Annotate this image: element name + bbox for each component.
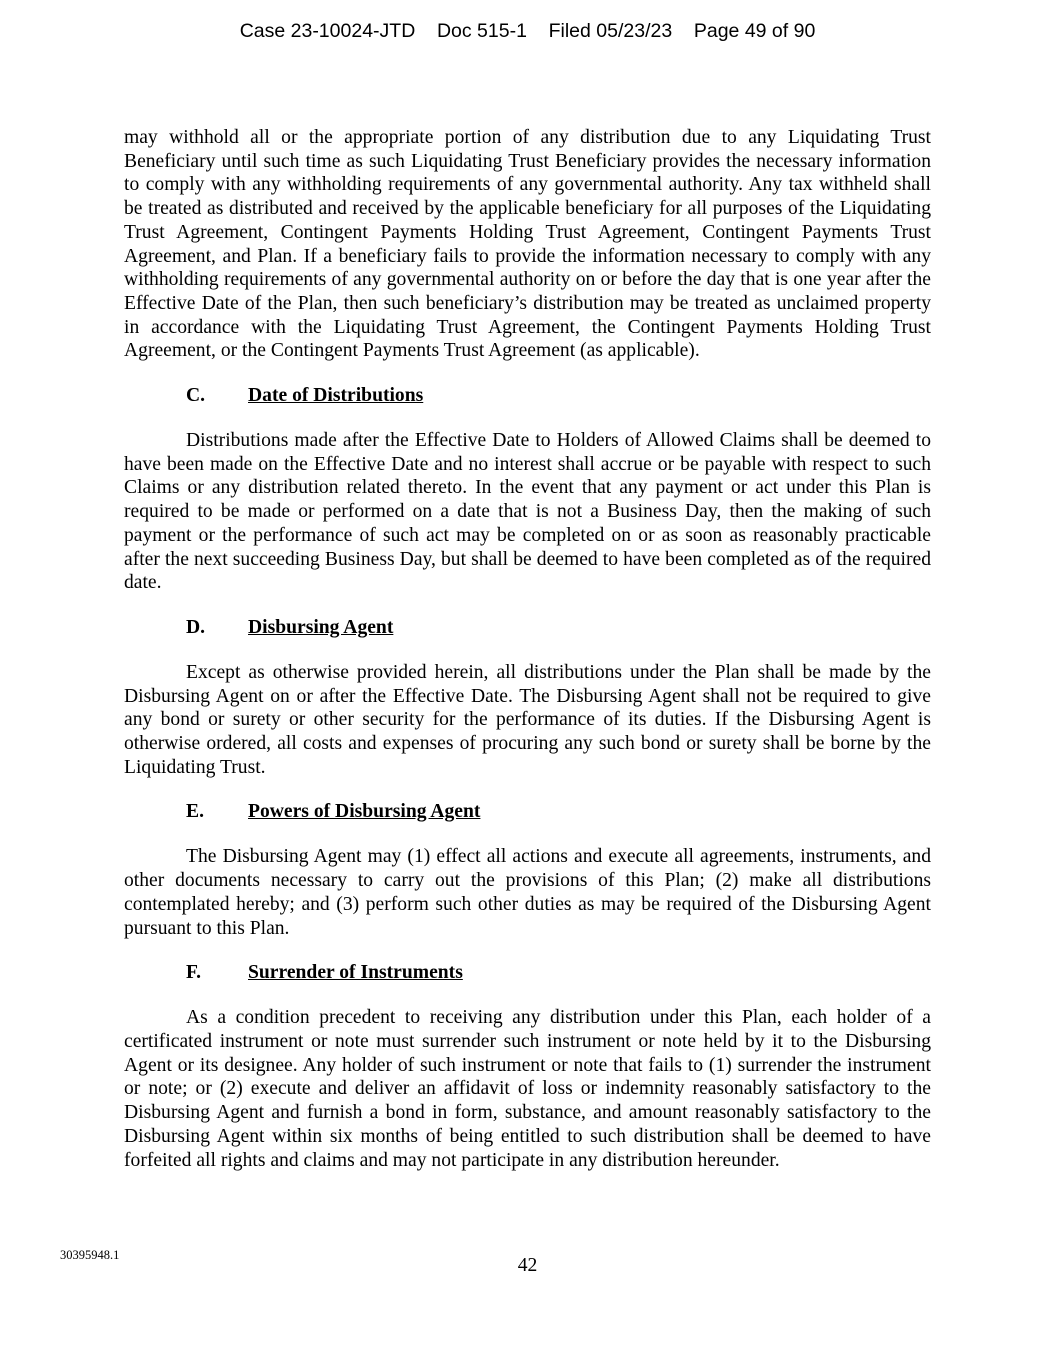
document-id: 30395948.1 bbox=[60, 1248, 120, 1262]
section-title: Disbursing Agent bbox=[248, 616, 394, 638]
section-heading-f bbox=[124, 961, 931, 985]
case-number: Case 23-10024-JTD bbox=[239, 20, 416, 42]
paragraph-date-of-distributions: Distributions made after the Effective Date to Holders of Allowed Claims shall be deemed to have been made on the Effective Date and no interest shall accrue or be payable with respect to such Claims or any distribution related thereto. In the event that any payment or act under this Plan is required to be made or performed on a date that is not a Business Day, then the making of such payment or the performance of such act may be completed on or as soon as reasonably practicable after the next succeeding Business Day, but shall be deemed to have been completed as of the required date. bbox=[124, 430, 931, 594]
section-title: Surrender of Instruments bbox=[248, 962, 463, 984]
section-heading-e bbox=[124, 800, 931, 824]
section-title: Date of Distributions bbox=[248, 385, 424, 407]
page-count: Page 49 of 90 bbox=[693, 20, 816, 42]
section-title: Powers of Disbursing Agent bbox=[248, 801, 481, 823]
page-number: 42 bbox=[517, 1255, 538, 1276]
section-letter: C. bbox=[186, 385, 206, 407]
paragraph-continued: may withhold all or the appropriate portion of any distribution due to any Liquidating Trust Beneficiary until such time as such Liquidating Trust Beneficiary provides the necessary information to comply with any withholding requirements of any governmental authority. Any tax withheld shall be treated as distributed and received by the applicable beneficiary for all purposes of the Liquidating Trust Agreement, Contingent Payments Holding Trust Agreement, Contingent Payments Trust Agreement, and Plan. If a beneficiary fails to provide the information necessary to comply with any withholding requirements of any governmental authority on or before the day that is one year after the Effective Date of the Plan, then such beneficiary’s distribution may be treated as unclaimed property in accordance with the Liquidating Trust Agreement, the Contingent Payments Holding Trust Agreement, or the Contingent Payments Trust Agreement (as applicable). bbox=[124, 127, 931, 362]
doc-number: Doc 515-1 bbox=[436, 20, 527, 42]
filed-date: Filed 05/23/23 bbox=[548, 20, 673, 42]
paragraph-powers-of-disbursing-agent: The Disbursing Agent may (1) effect all actions and execute all agreements, instruments, and other documents necessary to carry out the provisions of this Plan; (2) make all distributions contemplated hereby; and (3) perform such other duties as may be required of the Disbursing Agent pursuant to this Plan. bbox=[124, 846, 931, 939]
section-letter: E. bbox=[186, 801, 204, 823]
section-letter: F. bbox=[186, 962, 202, 984]
section-heading-d bbox=[124, 616, 931, 640]
section-letter: D. bbox=[186, 616, 206, 638]
case-header bbox=[0, 19, 1055, 43]
paragraph-disbursing-agent: Except as otherwise provided herein, all distributions under the Plan shall be made by the Disbursing Agent on or after the Effective Date. The Disbursing Agent shall not be required to give any bond or surety or other security for the performance of its duties. If the Disbursing Agent is otherwise ordered, all costs and expenses of procuring any such bond or surety shall be borne by the Liquidating Trust. bbox=[124, 661, 931, 778]
paragraph-surrender-of-instruments: As a condition precedent to receiving any distribution under this Plan, each holder of a certificated instrument or note must surrender such instrument or note held by it to the Disbursing Agent or its designee. Any holder of such instrument or note that fails to (1) surrender the instrument or note; or (2) execute and deliver an affidavit of loss or indemnity reasonably satisfactory to the Disbursing Agent and furnish a bond in form, substance, and amount reasonably satisfactory to the Disbursing Agent within six months of being entitled to such distribution shall be deemed to have forfeited all rights and claims and may not participate in any distribution hereunder. bbox=[124, 1007, 931, 1171]
section-heading-c bbox=[124, 384, 931, 408]
document-body bbox=[124, 126, 931, 1172]
